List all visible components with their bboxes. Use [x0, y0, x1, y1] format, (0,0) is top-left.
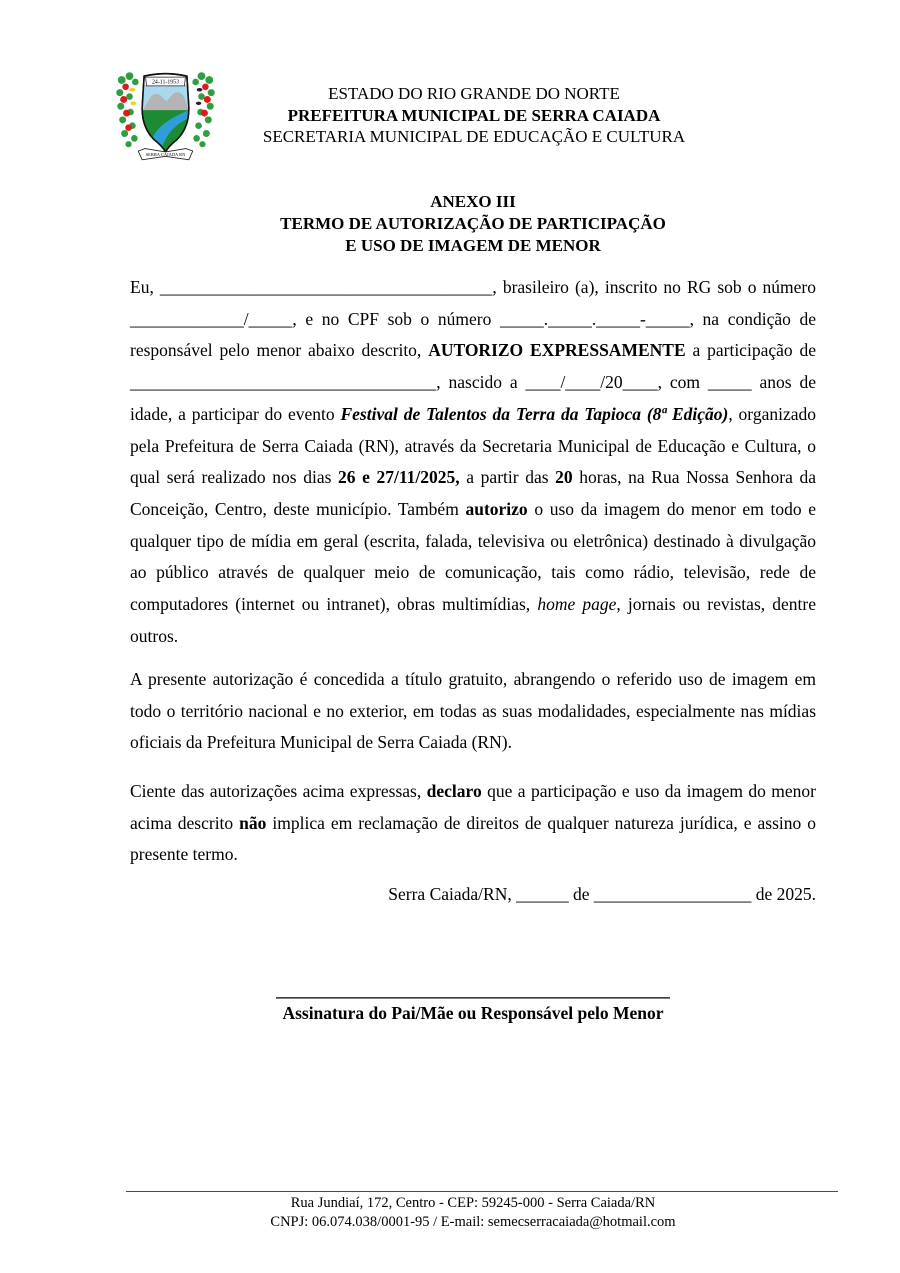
- name-ribbon-text: SERRA CAIADA RN: [145, 152, 186, 158]
- footer-address: Rua Jundiaí, 172, Centro - CEP: 59245-000 - Serra Caiada/RN: [290, 1195, 656, 1211]
- document-title: [130, 191, 816, 256]
- letterhead: [130, 83, 818, 148]
- authorization-paragraph: Eu, ______________________________________, brasileiro (a), inscrito no RG sob o número _____________/_____, e no CPF sob o número _____._____._____-_____, na condição de responsável pelo menor abaixo descrito, AUTORIZO EXPRESSAMENTE a participação de ___________________________________, nascido a ____/____/20____, com _____ anos de idade, a participar do evento Festival de Talentos da Terra da Tapioca (8ª Edição), organizado pela Prefeitura de Serra Caiada (RN), através da Secretaria Municipal de Educação e Cultura, o qual será realizado nos dias 26 e 27/11/2025, a partir das 20 horas, na Rua Nossa Senhora da Conceição, Centro, deste município. Também autorizo o uso da imagem do menor em todo e qualquer tipo de mídia em geral (escrita, falada, televisiva ou eletrônica) destinado à divulgação ao público através de qualquer meio de comunicação, tais como rádio, televisão, rede de computadores (internet ou intranet), obras multimídias, home page, jornais ou revistas, dentre outros.: [130, 277, 816, 646]
- footer: [130, 1194, 816, 1231]
- gratuity-paragraph: A presente autorização é concedida a título gratuito, abrangendo o referido uso de imagem em todo o território nacional e no exterior, em todas as suas modalidades, especialmente nas mídias oficiais da Prefeitura Municipal de Serra Caiada (RN).: [130, 669, 816, 753]
- date-place-line: Serra Caiada/RN, ______ de __________________ de 2025.: [388, 884, 816, 904]
- letterhead-secretariat-line: SECRETARIA MUNICIPAL DE EDUCAÇÃO E CULTURA: [262, 127, 686, 147]
- date-banner-text: 24-11-1953: [152, 79, 179, 86]
- signature-line: _____________________________________________: [276, 980, 670, 1000]
- title-term-line2: E USO DE IMAGEM DE MENOR: [345, 235, 601, 255]
- title-annex: ANEXO III: [430, 192, 516, 211]
- title-term-line1: TERMO DE AUTORIZAÇÃO DE PARTICIPAÇÃO: [280, 213, 666, 233]
- letterhead-state-line: ESTADO DO RIO GRANDE DO NORTE: [328, 84, 620, 103]
- letterhead-municipality-line: PREFEITURA MUNICIPAL DE SERRA CAIADA: [287, 105, 661, 125]
- footer-cnpj-email: CNPJ: 06.074.038/0001-95 / E-mail: semecserracaiada@hotmail.com: [270, 1213, 676, 1230]
- signature-label: Assinatura do Pai/Mãe ou Responsável pelo Menor: [282, 1003, 664, 1023]
- signature-block: [130, 980, 816, 1025]
- declaration-paragraph: Ciente das autorizações acima expressas, declaro que a participação e uso da imagem do menor acima descrito não implica em reclamação de direitos de qualquer natureza jurídica, e assino o presente termo.: [130, 781, 816, 865]
- footer-divider: [126, 1191, 838, 1192]
